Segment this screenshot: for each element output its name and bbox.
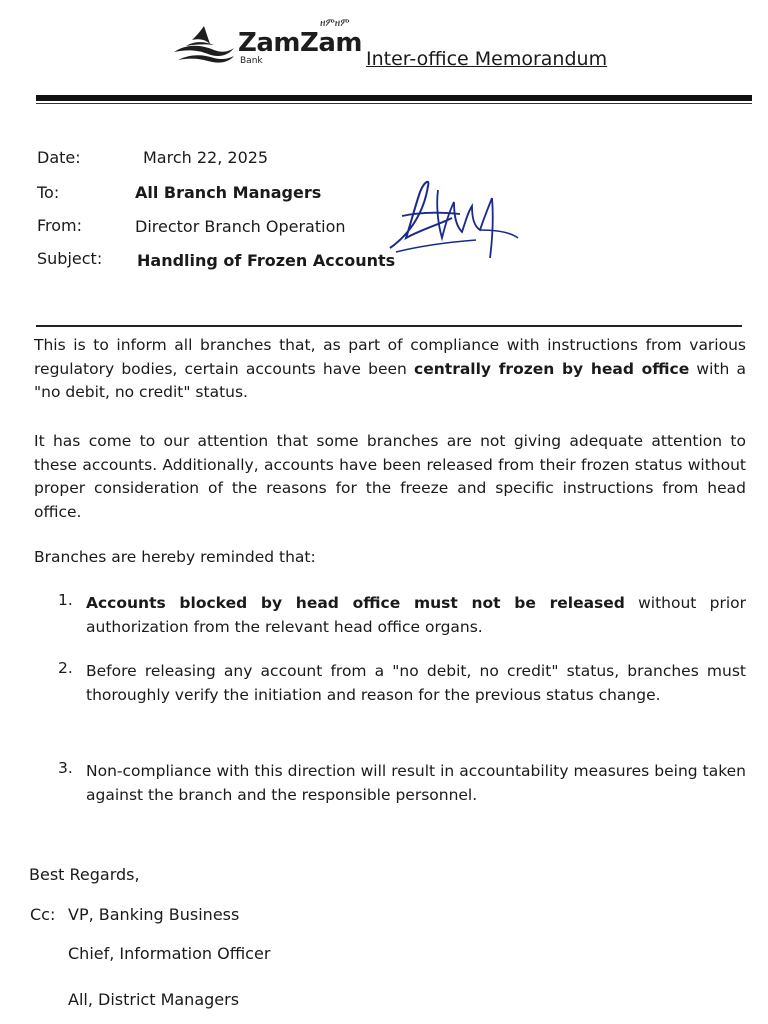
- subject-label: Subject:: [37, 249, 103, 268]
- to-value: All Branch Managers: [135, 183, 322, 202]
- list-number-1: 1.: [58, 591, 73, 609]
- wave-logo-icon: [170, 22, 236, 66]
- header-rule-thin: [36, 103, 752, 104]
- brand-name: ZamZam: [238, 28, 362, 58]
- brand-sub: Bank: [240, 56, 263, 66]
- list-item-1-text: without prior authorization from the relevant head office organs.: [86, 594, 746, 636]
- from-label: From:: [37, 216, 83, 235]
- best-regards: Best Regards,: [29, 865, 140, 884]
- cc-label: Cc:: [30, 905, 56, 924]
- cc-item-1: VP, Banking Business: [68, 905, 240, 924]
- paragraph-2: It has come to our attention that some branches are not giving adequate attention to these accounts. Additionally, accounts have been released from their frozen status without proper consideration of the reasons for the freeze and specific instructions from head office.: [34, 432, 746, 521]
- list-number-2: 2.: [58, 659, 73, 677]
- date-label: Date:: [37, 148, 81, 167]
- list-item-1: [86, 591, 746, 639]
- list-item-3: Non-compliance with this direction will result in accountability measures being taken against the branch and the responsible personnel.: [86, 762, 746, 804]
- bank-logo: [170, 14, 370, 74]
- paragraph-1: [34, 334, 746, 405]
- list-item-1-bold: Accounts blocked by head office must not be released: [86, 594, 625, 612]
- date-value: March 22, 2025: [143, 148, 269, 167]
- cc-item-3: All, District Managers: [68, 990, 240, 1009]
- paragraph-3: Branches are hereby reminded that:: [34, 548, 316, 566]
- list-item-2: Before releasing any account from a "no debit, no credit" status, branches must thoroughly verify the initiation and reason for the previous status change.: [86, 662, 746, 704]
- from-value: Director Branch Operation: [135, 217, 346, 236]
- brand-script: ዘምዘም: [320, 18, 350, 29]
- signature: [380, 172, 530, 264]
- paragraph-1-text: This is to inform all branches that, as part of compliance with instructions from various regulatory bodies, certain accounts have been: [34, 336, 746, 378]
- list-number-3: 3.: [58, 759, 73, 777]
- subject-value: Handling of Frozen Accounts: [137, 251, 396, 270]
- memo-title: Inter-office Memorandum: [366, 48, 608, 70]
- paragraph-1-tail: with a "no debit, no credit" status.: [34, 359, 746, 401]
- to-label: To:: [37, 183, 60, 202]
- paragraph-1-bold: centrally frozen by head office: [414, 359, 690, 378]
- section-rule: [36, 325, 742, 327]
- header-rule: [36, 95, 752, 101]
- cc-item-2: Chief, Information Officer: [68, 944, 271, 963]
